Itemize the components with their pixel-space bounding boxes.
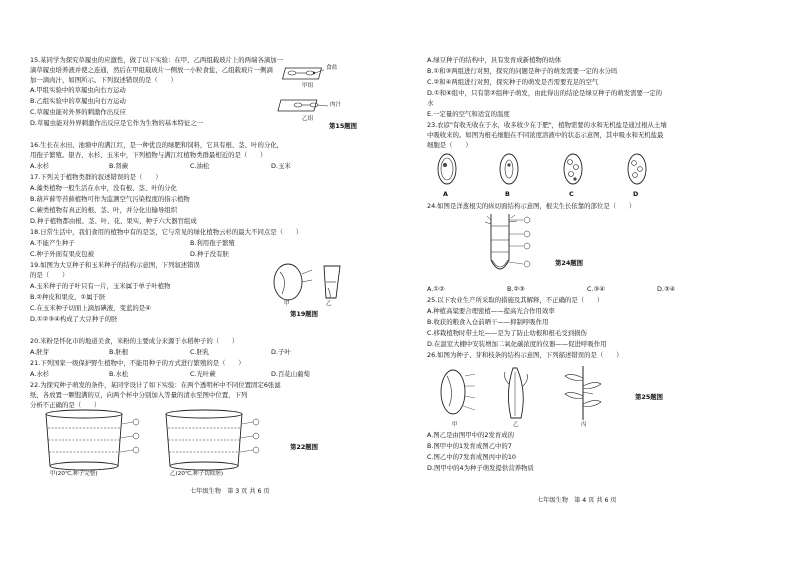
q24-stem: 24.如图是洋葱根尖的纵切面结构示意图，根尖生长依靠的部位是（ ） [427, 202, 636, 210]
q22-option-d-line2: 水 [427, 99, 434, 107]
q23-figure [433, 153, 673, 191]
q16-option-d: D.玉米 [271, 162, 291, 170]
page-4-footer: 七年级生物 第 4 页 共 6 页 [537, 497, 617, 504]
q15-stem-line3: 加一滴肉汁，如图所示。下列叙述错误的是（ ） [30, 76, 177, 84]
q16-stem-line1: 16.生长在水田、池塘中的满江红，是一种优良的绿肥和饲料，它具有根、茎、叶的分化， [30, 141, 284, 149]
q19-stem-line1: 19.如图为大豆种子和玉米种子的结构示意图，下列叙述错误 [30, 261, 200, 269]
q19-option-d: D.①②③④构成了大豆种子的胚 [30, 315, 118, 323]
q26-seed [441, 370, 475, 414]
q22-option-c: C.②和④两组进行对照，探究种子的萌发是否需要充足的空气 [427, 78, 599, 86]
q22-cup-jia [46, 410, 139, 470]
q20-option-d: D.子叶 [271, 348, 291, 356]
q16-option-b: B.肾蕨 [109, 162, 129, 170]
q26-bud [505, 368, 528, 418]
q19-option-a: A.玉米种子的子叶只有一片，玉米属于单子叶植物 [30, 282, 171, 290]
q19-figure [268, 258, 348, 310]
q21-option-a: A.水杉 [30, 370, 50, 378]
page-3-footer: 七年级生物 第 3 页 共 6 页 [190, 488, 270, 495]
q17-option-a: A.藻类植物一般生活在水中，没有根、茎、叶的分化 [30, 184, 177, 192]
q24-root-tip-figure [485, 212, 539, 280]
q15-stem-line1: 15.某同学为探究草履虫的应激性，做了以下实验：在甲、乙两组载玻片上的两端各滴加一 [30, 56, 284, 64]
q22-cup-yi-label: 乙(20℃,种子切除胚) [170, 471, 224, 477]
q20-stem: 20.米粉是怀化市的地道美食，米粉的主要成分来源于水稻种子的（ ） [30, 337, 239, 345]
q23-label-a: A [443, 190, 448, 198]
q23-stem-line1: 23.农谚"有收无收在于水，收多收少在于肥"，植物需要的水和无机盐是通过根从土壤 [427, 121, 667, 129]
q17-option-b: B.葫芦藓等苔藓植物可作为监测空气污染程度的指示植物 [30, 195, 190, 203]
q17-stem: 17.下列关于植物类群的叙述错误的是（ ） [30, 173, 162, 181]
q22-option-a: A.绿豆种子的结构中，具有发育成新植物的幼体 [427, 56, 562, 64]
q15-option-c: C.草履虫能对外界的刺激作出反应 [30, 108, 126, 116]
q24-caption: 第24题图 [555, 259, 584, 267]
q16-stem-line2: 用孢子繁殖。银杏、水杉、玉米中，下列植物与满江红植物类群最相近的是（ ） [30, 151, 267, 159]
q26-label-bing: 丙 [581, 422, 587, 428]
q23-stem-line3: 细胞是（ ） [427, 141, 472, 149]
q24-option-a: A.①② [427, 285, 445, 293]
q19-stem-line2: 的是（ ） [30, 271, 69, 279]
q21-option-c: C.光叶蕨 [190, 370, 216, 378]
q19-option-b: B.②种皮和果皮，①属于胚 [30, 293, 106, 301]
q19-label-jia: 甲 [284, 301, 290, 307]
q21-option-b: B.水松 [109, 370, 129, 378]
q26-figure [433, 362, 633, 424]
q16-option-a: A.水杉 [30, 162, 50, 170]
q15-label-jia: 甲组 [302, 83, 314, 89]
q20-option-c: C.胚乳 [190, 348, 210, 356]
q21-stem: 21.下列国家一级保护野生植物中，不能用种子的方式进行繁殖的是（ ） [30, 359, 245, 367]
q20-option-a: A.胚芽 [30, 348, 50, 356]
q21-option-d: D.百花山葡萄 [271, 370, 310, 378]
q26-label-jia: 甲 [452, 422, 458, 428]
page-4 [397, 0, 794, 561]
q26-caption: 第25题图 [635, 393, 664, 401]
q18-option-c: C.种子外面有果皮包被 [30, 250, 95, 258]
q18-option-d: D.种子没有胚 [190, 250, 229, 258]
q22-figure [36, 410, 276, 472]
q22-option-e: E.一定量的空气和适宜的温度 [427, 110, 510, 118]
q23-stem-line2: 中吸收来的。如图为根毛细胞在不同浓度溶液中的状态示意图，其中吸水和无机盐最 [427, 131, 664, 139]
q26-option-c: C.图乙中的7发育成图丙中的10 [427, 453, 516, 461]
q18-option-a: A.不能产生种子 [30, 239, 75, 247]
q25-option-b: B.收获的粮食入仓前晒干——抑制呼吸作用 [427, 318, 549, 326]
q26-stem: 26.如图为种子、芽和枝条的结构示意图，下列描述错误的是（ ） [427, 351, 623, 359]
q17-option-d: D.种子植物都由根、茎、叶、花、果实、种子六大器官组成 [30, 217, 197, 225]
q23-cell-b [500, 154, 518, 184]
q25-option-a: A.种植高粱要合理密植——提高光合作用效率 [427, 307, 555, 315]
q22-stem-line3: 分析不正确的是（ ） [30, 401, 101, 409]
q15-stem-line2: 滴草履虫培养液并使之连通，然后在甲组载玻片一侧放一小粒食盐，乙组载玻片一侧滴 [30, 66, 273, 74]
q22-option-d-line1: D.①和⑥组中，只有第②组种子萌发，由此得出的结论是绿豆种子的萌发需要一定的 [427, 89, 663, 97]
q24-option-b: B.②③ [507, 285, 525, 293]
q19-caption: 第19题图 [290, 310, 319, 318]
q15-label-salt: 食盐 [326, 65, 338, 71]
q26-label-yi: 乙 [513, 422, 519, 428]
q25-option-c: C.移栽植物时带土坨——是为了防止幼根和根毛受到损伤 [427, 329, 587, 337]
q15-option-b: B.乙组实验中的草履虫向右方运动 [30, 97, 126, 105]
q18-option-b: B.利用孢子繁殖 [190, 239, 235, 247]
q23-label-d: D [633, 190, 639, 198]
q24-option-c: C.③④ [587, 285, 605, 293]
q19-option-c: C.在玉米种子切面上滴加碘液，变蓝的是④ [30, 304, 151, 312]
q23-cell-c [564, 154, 582, 184]
q26-branch [565, 366, 601, 420]
q22-option-b: B.①和③两组进行对照，探究的问题是种子的萌发需要一定的水分吗 [427, 67, 618, 75]
q15-option-a: A.甲组实验中的草履虫向右方运动 [30, 86, 126, 94]
q20-option-b: B.胚根 [109, 348, 129, 356]
q22-cup-yi [166, 410, 259, 470]
q22-caption: 第22题图 [290, 443, 319, 451]
q25-option-d: D.在温室大棚中安装增加二氧化碳浓度的仪器——促进呼吸作用 [427, 340, 607, 348]
q22-cup-jia-label: 甲(20℃,种子完整) [50, 471, 98, 477]
q19-label-yi: 乙 [326, 301, 332, 307]
q22-stem-line1: 22.为探究种子萌发的条件，某同学设计了如下实验：在两个透明杯中不同位置固定6张滤 [30, 381, 281, 389]
q23-cell-a [438, 154, 456, 184]
q22-stem-line2: 纸，各放置一颗饱满的豆，向两个杯中分别加入等量的清水至图中位置，下列 [30, 391, 248, 399]
q16-option-c: C.油松 [190, 162, 210, 170]
q23-label-b: B [505, 190, 510, 198]
q24-option-d: D.③④ [657, 285, 676, 293]
q15-caption: 第15题图 [329, 122, 358, 130]
q26-option-a: A.图乙是由图甲中的2发育成的 [427, 431, 515, 439]
q26-option-b: B.图甲中的1发育成图乙中的7 [427, 442, 512, 450]
q15-label-yi: 乙组 [302, 116, 314, 122]
q17-option-c: C.蕨类植物有真正的根、茎、叶，并分化出输导组织 [30, 206, 178, 214]
q23-label-c: C [569, 190, 574, 198]
q18-stem: 18.日常生活中，我们食用的植物中有的是茎，它与常见的绿化植物云杉的最大不同点是（ ） [30, 228, 303, 236]
q23-cell-d [628, 154, 646, 184]
q26-option-d: D.图甲中的4为种子萌发提供营养物质 [427, 464, 534, 472]
q15-label-juice: 肉汁 [330, 102, 342, 108]
q15-option-d: D.草履虫能对外界刺激作出反应是它作为生物的基本特征之一 [30, 119, 204, 127]
q25-stem: 25.以下农业生产所采取的措施及其解释，不正确的是（ ） [427, 296, 604, 304]
